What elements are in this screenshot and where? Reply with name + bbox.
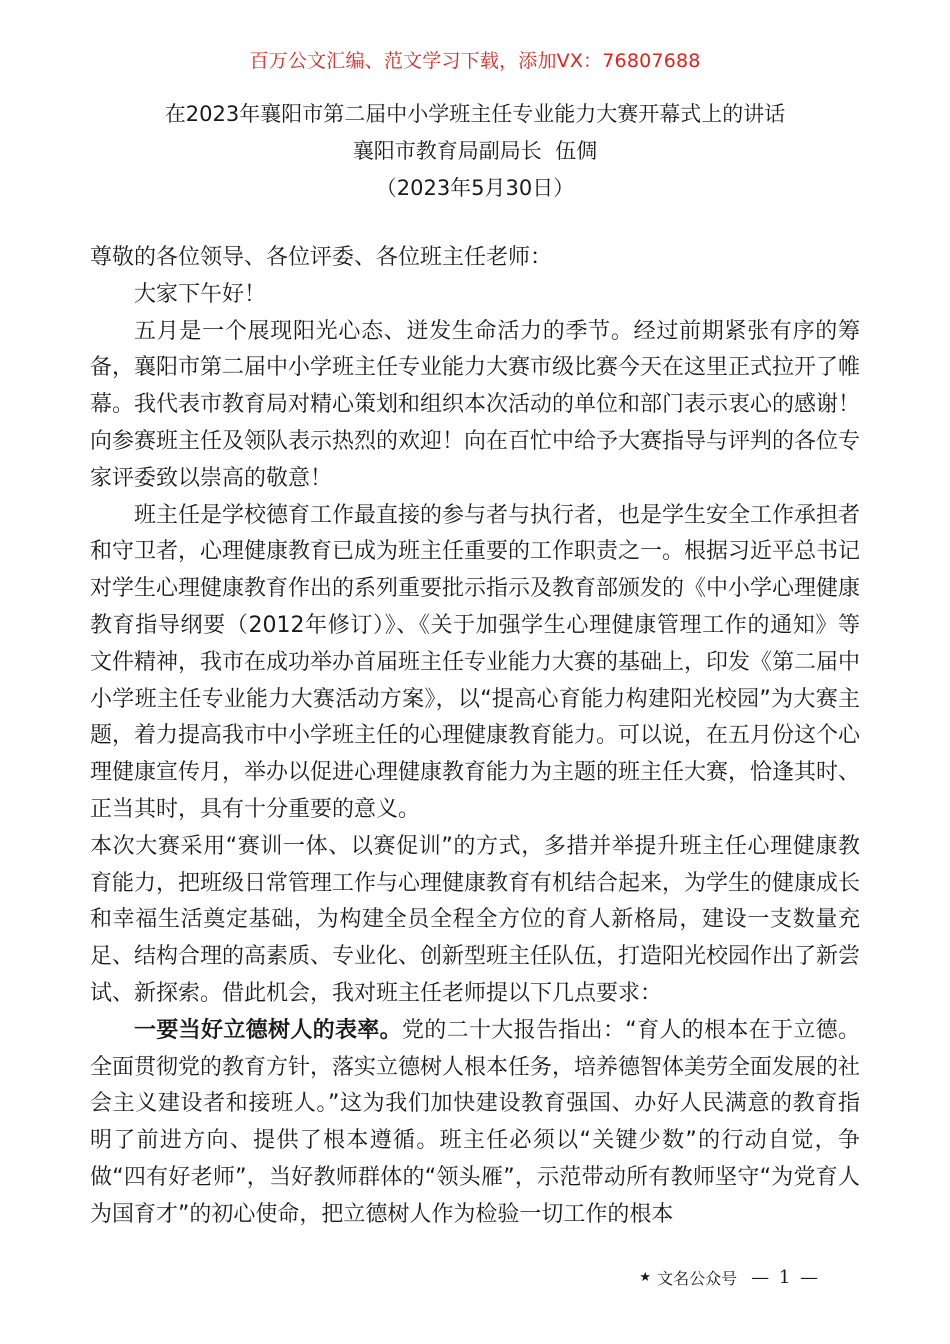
paragraph-3: 本次大赛采用“赛训一体、以赛促训”的方式，多措并举提升班主任心理健康教育能力，把班级日常管理工作与心理健康教育有机结合起来，为学生的健康成长和幸福生活奠定基础，为构建全员全程全方位的育人新格局，建设一支数量充足、结构合理的高素质、专业化、创新型班主任队伍，打造阳光校园作出了新尝试、新探索。借此机会，我对班主任老师提以下几点要求： bbox=[90, 833, 861, 1006]
paragraph-2: 班主任是学校德育工作最直接的参与者与执行者，也是学生安全工作承担者和守卫者，心理健康教育已成为班主任重要的工作职责之一。根据习近平总书记对学生心理健康教育作出的系列重要批示指示及教育部颁发的《中小学心理健康教育指导纲要（2012年修订）》、《关于加强学生心理健康管理工作的通知》等文件精神，我市在成功举办首届班主任专业能力大赛的基础上，印发《第二届中小学班主任专业能力大赛活动方案》，以“提高心育能力构建阳光校园”为大赛主题，着力提高我市中小学班主任的心理健康教育能力。可以说，在五月份这个心理健康宣传月，举办以促进心理健康教育能力为主题的班主任大赛，恰逢其时、正当其时，具有十分重要的意义。 bbox=[90, 502, 861, 822]
paragraph-4-text: 党的二十大报告指出：“育人的根本在于立德。全面贯彻党的教育方针，落实立德树人根本任务，培养德智体美劳全面发展的社会主义建设者和接班人。”这为我们加快建设教育强国、办好人民满意的教育指明了前进方向、提供了根本遵循。班主任必须以“关键少数”的行动自觉，争做“四有好老师”，当好教师群体的“领头雁”，示范带动所有教师坚守“为党育人为国育才”的初心使命，把立德树人作为检验一切工作的根本 bbox=[90, 1017, 861, 1227]
document-body bbox=[90, 240, 860, 1234]
document-title: 在2023年襄阳市第二届中小学班主任专业能力大赛开幕式上的讲话 bbox=[164, 102, 786, 126]
document-header bbox=[0, 96, 950, 207]
page-footer bbox=[639, 1266, 820, 1289]
greeting: 大家下午好！ bbox=[134, 281, 267, 307]
salutation: 尊敬的各位领导、各位评委、各位班主任老师： bbox=[90, 245, 553, 270]
star-icon: ★ bbox=[639, 1270, 652, 1285]
speaker-line: 襄阳市教育局副局长 伍倜 bbox=[352, 139, 598, 163]
speech-date: （2023年5月30日） bbox=[375, 176, 575, 200]
footer-label: 文名公众号 bbox=[657, 1269, 738, 1288]
watermark-banner: 百万公文汇编、范文学习下载，添加VX：76807688 bbox=[249, 50, 701, 72]
paragraph-1: 五月是一个展现阳光心态、迸发生命活力的季节。经过前期紧张有序的筹备，襄阳市第二届中小学班主任专业能力大赛市级比赛今天在这里正式拉开了帷幕。我代表市教育局对精心策划和组织本次活动的单位和部门表示衷心的感谢！向参赛班主任及领队表示热烈的欢迎！向在百忙中给予大赛指导与评判的各位专家评委致以崇高的敬意！ bbox=[90, 318, 861, 491]
page-number: — 1 — bbox=[751, 1267, 820, 1288]
paragraph-4-heading: 一要当好立德树人的表率。 bbox=[134, 1017, 402, 1043]
paragraph-4 bbox=[90, 1013, 860, 1234]
